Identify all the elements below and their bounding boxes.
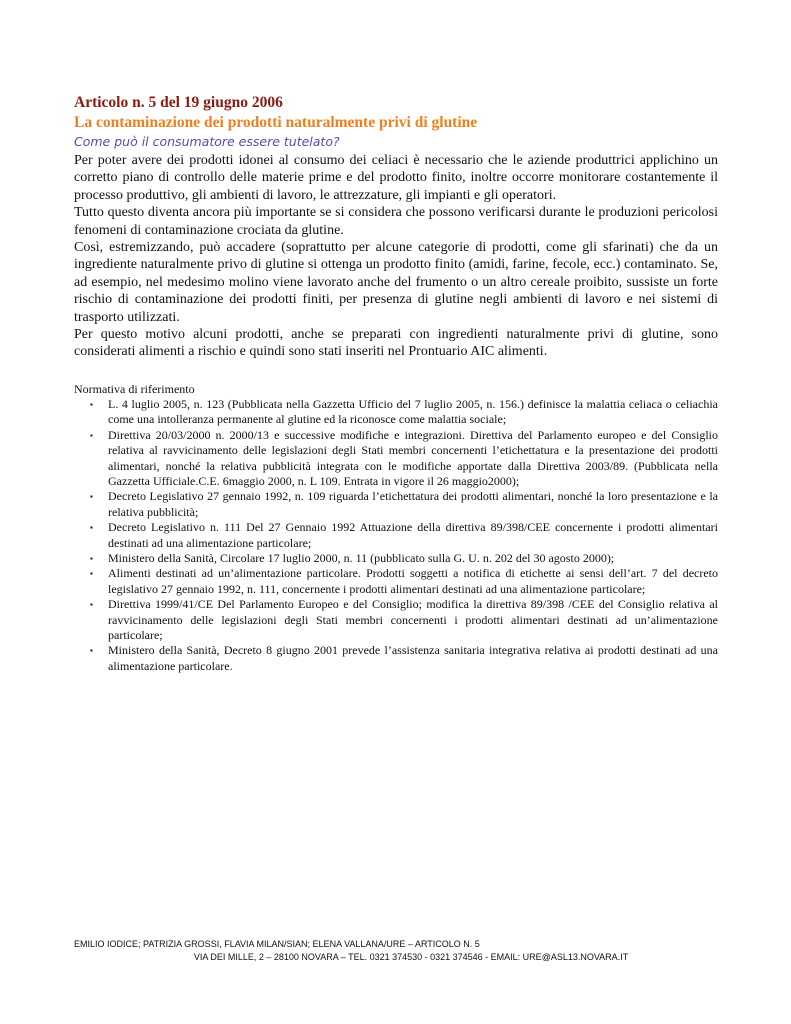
bullet-icon: ▪ [90, 399, 93, 409]
bullet-icon: ▪ [90, 600, 93, 610]
bullet-icon: ▪ [90, 553, 93, 563]
document-body [74, 93, 718, 674]
paragraph-4: Per questo motivo alcuni prodotti, anche se preparati con ingredienti naturalmente privi di glutine, sono considerati alimenti a rischio e quindi sono stati inseriti nel Prontuario AIC alimenti. [74, 327, 718, 360]
reference-item [90, 643, 718, 674]
reference-text: Decreto Legislativo 27 gennaio 1992, n. 109 riguarda l’etichettatura dei prodotti alimentari, nonché la loro presentazione e la relativa pubblicità; [108, 489, 718, 519]
reference-text: L. 4 luglio 2005, n. 123 (Pubblicata nella Gazzetta Ufficio del 7 luglio 2005, n. 156.) definisce la malattia celiaca o celiachia come una intolleranza permanente al glutine ed la riconosce come malattia sociale; [108, 396, 718, 427]
article-title: Articolo n. 5 del 19 giugno 2006 [74, 94, 283, 111]
bullet-icon: ▪ [90, 523, 93, 533]
reference-item [90, 550, 718, 566]
bullet-icon: ▪ [90, 646, 93, 656]
paragraph-3: Così, estremizzando, può accadere (soprattutto per alcune categorie di prodotti, come gli sfarinati) che da un ingrediente naturalmente privo di glutine si ottenga un prodotto finito (amidi, farine, fecole, ecc.) contaminato. Se, ad esempio, nel medesimo molino viene lavorato anche del frumento o un altro cereale proibito, sussiste un forte rischio di contaminazione dei prodotti finiti, per presenza di glutine negli ambienti di lavoro e nei sistemi di trasporto utilizzati. [74, 240, 718, 325]
reference-item [90, 489, 718, 520]
reference-text: Alimenti destinati ad un’alimentazione particolare. Prodotti soggetti a notifica di etichette ai sensi dell’art. 7 del decreto legislativo 27 gennaio 1992, n. 111, concernente i prodotti alimentari destinati ad una alimentazione particolare; [108, 566, 718, 596]
page-footer [74, 938, 718, 964]
reference-text: Decreto Legislativo n. 111 Del 27 Gennaio 1992 Attuazione della direttiva 89/398/CEE concernente i prodotti alimentari destinati ad una alimentazione particolare; [108, 520, 718, 550]
paragraph-2: Tutto questo diventa ancora più importante se si considera che possono verificarsi durante le produzioni pericolosi fenomeni di contaminazione crociata da glutine. [74, 205, 718, 238]
reference-text: Ministero della Sanità, Decreto 8 giugno 2001 prevede l’assistenza sanitaria integrativa relativa ai prodotti destinati ad una alimentazione particolare. [108, 643, 718, 673]
reference-item [90, 427, 718, 490]
reference-text: Direttiva 1999/41/CE Del Parlamento Europeo e del Consiglio; modifica la direttiva 89/398 /CEE del Consiglio relativa al ravvicinamento delle legislazioni degli Stati membri concernenti i prodotti alimentari destinati ad un’alimentazione particolare; [108, 597, 718, 642]
references-title: Normativa di riferimento [74, 381, 195, 396]
references-list [74, 397, 718, 674]
reference-item [90, 396, 718, 428]
reference-text: Direttiva 20/03/2000 n. 2000/13 e successive modifiche e integrazioni. Direttiva del Parlamento europeo e del Consiglio relativa al ravvicinamento delle legislazioni degli Stati membri concernenti l’etichettatura e la presentazione dei prodotti alimentari, nonché la relativa pubblicità integrata con le modifiche apportate dalla Direttiva 2003/89. (Pubblicata nella Gazzetta Ufficiale.C.E. 6maggio 2000, n. L 109. Entrata in vigore il 26 maggio2000); [108, 427, 718, 488]
bullet-icon: ▪ [90, 430, 93, 440]
bullet-icon: ▪ [90, 492, 93, 502]
footer-authors: EMILIO IODICE; PATRIZIA GROSSI, FLAVIA MILAN/SIAN; ELENA VALLANA/URE – ARTICOLO N. 5 [74, 939, 480, 949]
footer-contacts: VIA DEI MILLE, 2 – 28100 NOVARA – TEL. 0321 374530 - 0321 374546 - EMAIL: URE@ASL13.NOVARA.IT [193, 952, 629, 962]
reference-item [90, 597, 718, 643]
reference-item [90, 566, 718, 597]
paragraph-1: Per poter avere dei prodotti idonei al consumo dei celiaci è necessario che le aziende produttrici applichino un corretto piano di controllo delle materie prime e del prodotto finito, inoltre occorre monitorare costantemente il processo produttivo, gli ambienti di lavoro, le attrezzature, gli impianti e gli operatori. [74, 153, 718, 203]
reference-text: Ministero della Sanità, Circolare 17 luglio 2000, n. 11 (pubblicato sulla G. U. n. 202 del 30 agosto 2000); [108, 550, 615, 565]
article-question: Come può il consumatore essere tutelato? [74, 134, 340, 149]
bullet-icon: ▪ [90, 569, 93, 579]
reference-item [90, 520, 718, 551]
article-subtitle: La contaminazione dei prodotti naturalmente privi di glutine [74, 114, 478, 131]
